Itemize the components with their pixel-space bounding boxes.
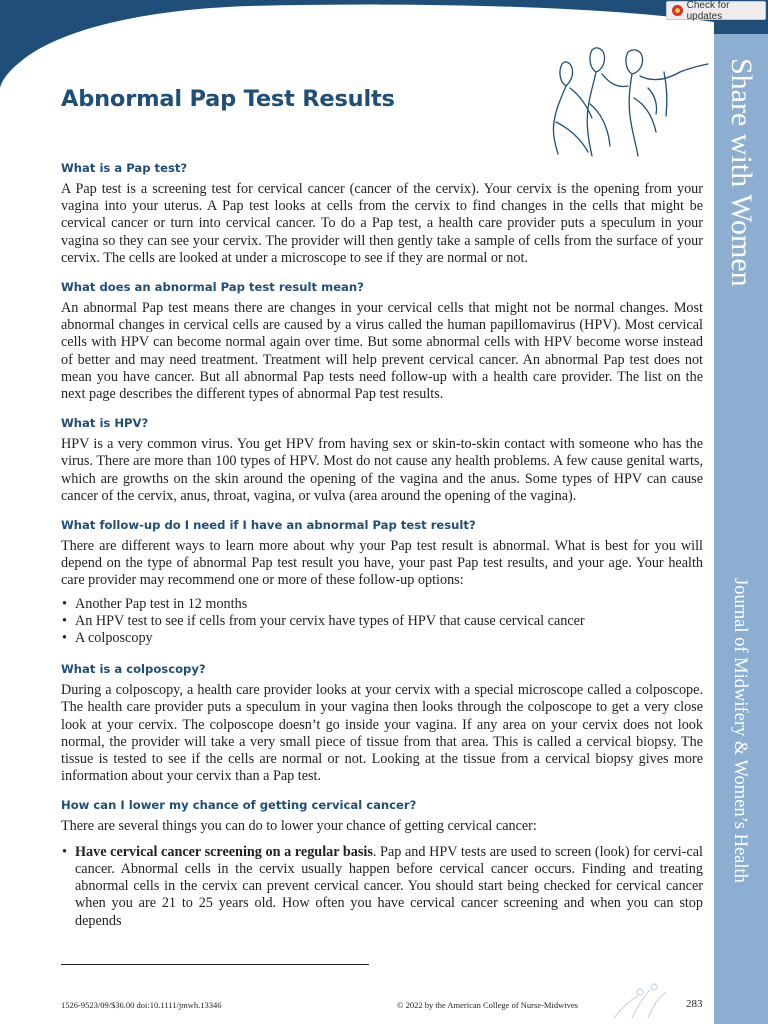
series-title: Share with Women	[725, 58, 758, 287]
check-for-updates-label: Check for updates	[686, 0, 730, 22]
page-title: Abnormal Pap Test Results	[61, 86, 395, 112]
section-paragraph: During a colposcopy, a health care provider looks at your cervix with a special microscope called a colposcope. The health care provider puts a speculum in your vagina then looks through the colposcope to get a very close look at your cervix. The colposcope doesn’t go inside your vagina. If any area on your cervix does not look normal, the provider will take a very small piece of tissue from that area. This is called a cervical biopsy. The tissue is tested to see if the cells are normal or not. Looking at the tissue from a cervical biopsy gives more information about your cervix than a Pap test.	[61, 682, 703, 785]
section-heading: How can I lower my chance of getting cervical cancer?	[61, 798, 417, 813]
section-heading: What does an abnormal Pap test result mean?	[61, 280, 364, 295]
section-paragraph: A Pap test is a screening test for cervical cancer (cancer of the cervix). Your cervix is the opening from your vagina into your uterus. A Pap test looks at cells from the cervix to find changes in the cells that might be cervical cancer or turn into cervical cancer. To do a Pap test, a health care provider puts a speculum in your vagina so they can see your cervix. The provider will then gently take a sample of cells from the surface of your cervix. The cells are looked at under a microscope to see if they are normal or not.	[61, 181, 703, 266]
section-paragraph: An abnormal Pap test means there are changes in your cervical cells that might not be normal changes. Most abnormal changes in cervical cells are caused by a virus called the human papillomavirus (HPV). Most cervical cells with HPV can become normal again over time. But some abnormal cells with HPV become worse instead of better and may need treatment. Treatment will help prevent cervical cancer. An abnormal Pap test does not mean you have cancer. But all abnormal Pap tests need follow-up with a health care provider. The list on the next page describes the different types of abnormal Pap test results.	[61, 300, 703, 403]
list-item	[61, 844, 703, 930]
section-paragraph: There are different ways to learn more about why your Pap test result is abnormal. What is best for you will depend on the type of abnormal Pap test result you have, your past Pap test results, and your age. Your health care provider may recommend one or more of these follow-up options:	[61, 538, 703, 589]
section-heading: What is HPV?	[61, 416, 149, 431]
list-item: • Another Pap test in 12 months	[61, 596, 703, 613]
bullet-lead: Have cervical cancer screening on a regular basis	[75, 843, 373, 860]
issn-doi: 1526-9523/09/$36.00 doi:10.1111/jmwh.13346	[61, 1000, 222, 1010]
section-paragraph: HPV is a very common virus. You get HPV from having sex or skin-to-skin contact with someone who has the virus. There are more than 100 types of HPV. Most do not cause any health problems. A few cause genital warts, which are growths on the skin around the opening of the vagina and the anus. Some types of HPV can cause cancer of the cervix, anus, throat, vagina, or vulva (area around the opening of the vagina).	[61, 436, 703, 504]
prevention-list	[61, 844, 703, 930]
acnm-logo-icon	[608, 978, 678, 1024]
footnote-divider	[61, 964, 369, 965]
section-paragraph: There are several things you can do to lower your chance of getting cervical cancer:	[61, 818, 537, 835]
follow-up-list	[61, 596, 703, 648]
bullet-text: . Pap and HPV tests are used to screen (look) for cervi-cal cancer. Abnormal cells in the cervix usually happen before cervical cancer occurs. Finding and treating abnormal cells in the cervix can prevent cervical cancer. You should start being checked for cervical cancer when you are 21 to 25 years old. How often you have cervical cancer screening and when you can stop depends	[75, 843, 703, 929]
side-band-cap	[714, 22, 768, 34]
page-number: 283	[686, 998, 703, 1010]
journal-name: Journal of Midwifery & Women’s Health	[730, 578, 750, 883]
copyright: © 2022 by the American College of Nurse-Midwives	[397, 1000, 578, 1010]
crossmark-icon	[672, 5, 683, 16]
section-heading: What is a colposcopy?	[61, 662, 206, 677]
check-for-updates-button[interactable]	[666, 1, 766, 20]
section-heading: What follow-up do I need if I have an abnormal Pap test result?	[61, 518, 476, 533]
list-item: • An HPV test to see if cells from your cervix have types of HPV that cause cervical cancer	[61, 613, 703, 630]
section-heading: What is a Pap test?	[61, 161, 188, 175]
article-body	[61, 160, 703, 944]
list-item: • A colposcopy	[61, 630, 703, 647]
women-illustration-icon	[548, 42, 714, 162]
